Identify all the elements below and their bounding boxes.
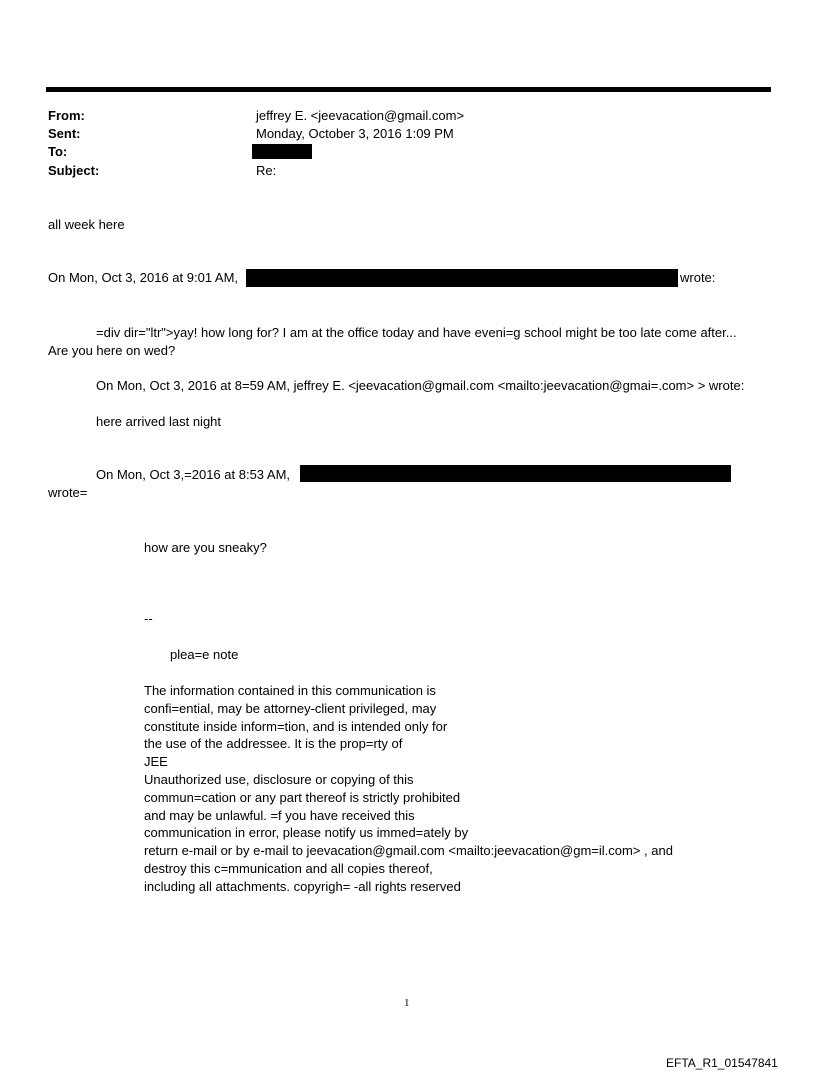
- disclaimer-line: communication in error, please notify us immed=ately by: [144, 825, 469, 841]
- disclaimer-block: [144, 682, 673, 896]
- quote2-line: On Mon, Oct 3, 2016 at 8=59 AM, jeffrey E. <jeevacation@gmail.com <mailto:jeevacation@gmai=.com> > wrote:: [96, 378, 745, 393]
- quote3-prefix: On Mon, Oct 3,=2016 at 8:53 AM,: [96, 467, 291, 482]
- quote3-suffix: wrote=: [48, 485, 88, 500]
- sent-value: Monday, October 3, 2016 1:09 PM: [256, 126, 454, 141]
- msg2-line2: Are you here on wed?: [48, 343, 176, 358]
- disclaimer-line: confi=ential, may be attorney-client privileged, may: [144, 700, 437, 716]
- disclaimer-line: destroy this c=mmunication and all copies thereof,: [144, 860, 433, 876]
- signature-dash: --: [144, 611, 153, 626]
- quote3-redaction: [300, 465, 731, 482]
- disclaimer-line: return e-mail or by e-mail to jeevacation@gmail.com <mailto:jeevacation@gm=il.com> , and: [144, 843, 673, 859]
- sent-label: Sent:: [48, 126, 81, 141]
- disclaimer-line: JEE: [144, 754, 168, 770]
- msg3-line: here arrived last night: [96, 414, 222, 429]
- msg4-line: how are you sneaky?: [144, 540, 267, 555]
- disclaimer-line: the use of the addressee. It is the prop=rty of: [144, 736, 403, 752]
- subject-value: Re:: [256, 163, 277, 178]
- quote1-prefix: On Mon, Oct 3, 2016 at 9:01 AM,: [48, 270, 239, 285]
- disclaimer-line: The information contained in this communication is: [144, 683, 436, 698]
- msg2-line1: =div dir="ltr">yay! how long for? I am at the office today and have eveni=g school might be too late come after...: [96, 325, 737, 340]
- from-label: From:: [48, 108, 85, 123]
- from-value: jeffrey E. <jeevacation@gmail.com>: [256, 108, 465, 123]
- disclaimer-line: Unauthorized use, disclosure or copying of this: [144, 771, 414, 787]
- quote1-suffix: wrote:: [680, 270, 716, 285]
- subject-label: Subject:: [48, 163, 100, 178]
- quote1-redaction: [246, 269, 678, 287]
- disclaimer-line: including all attachments. copyrigh= -all rights reserved: [144, 878, 461, 894]
- to-redaction: [252, 144, 312, 159]
- page-number: 1: [404, 997, 410, 1009]
- disclaimer-line: constitute inside inform=tion, and is intended only for: [144, 718, 448, 734]
- signature-note: plea=e note: [170, 647, 239, 662]
- reply-text: all week here: [48, 217, 125, 232]
- disclaimer-line: commun=cation or any part thereof is strictly prohibited: [144, 789, 461, 805]
- header-rule: [46, 87, 771, 92]
- disclaimer-line: and may be unlawful. =f you have received this: [144, 807, 415, 823]
- document-id: EFTA_R1_01547841: [666, 1056, 778, 1070]
- to-label: To:: [48, 144, 68, 159]
